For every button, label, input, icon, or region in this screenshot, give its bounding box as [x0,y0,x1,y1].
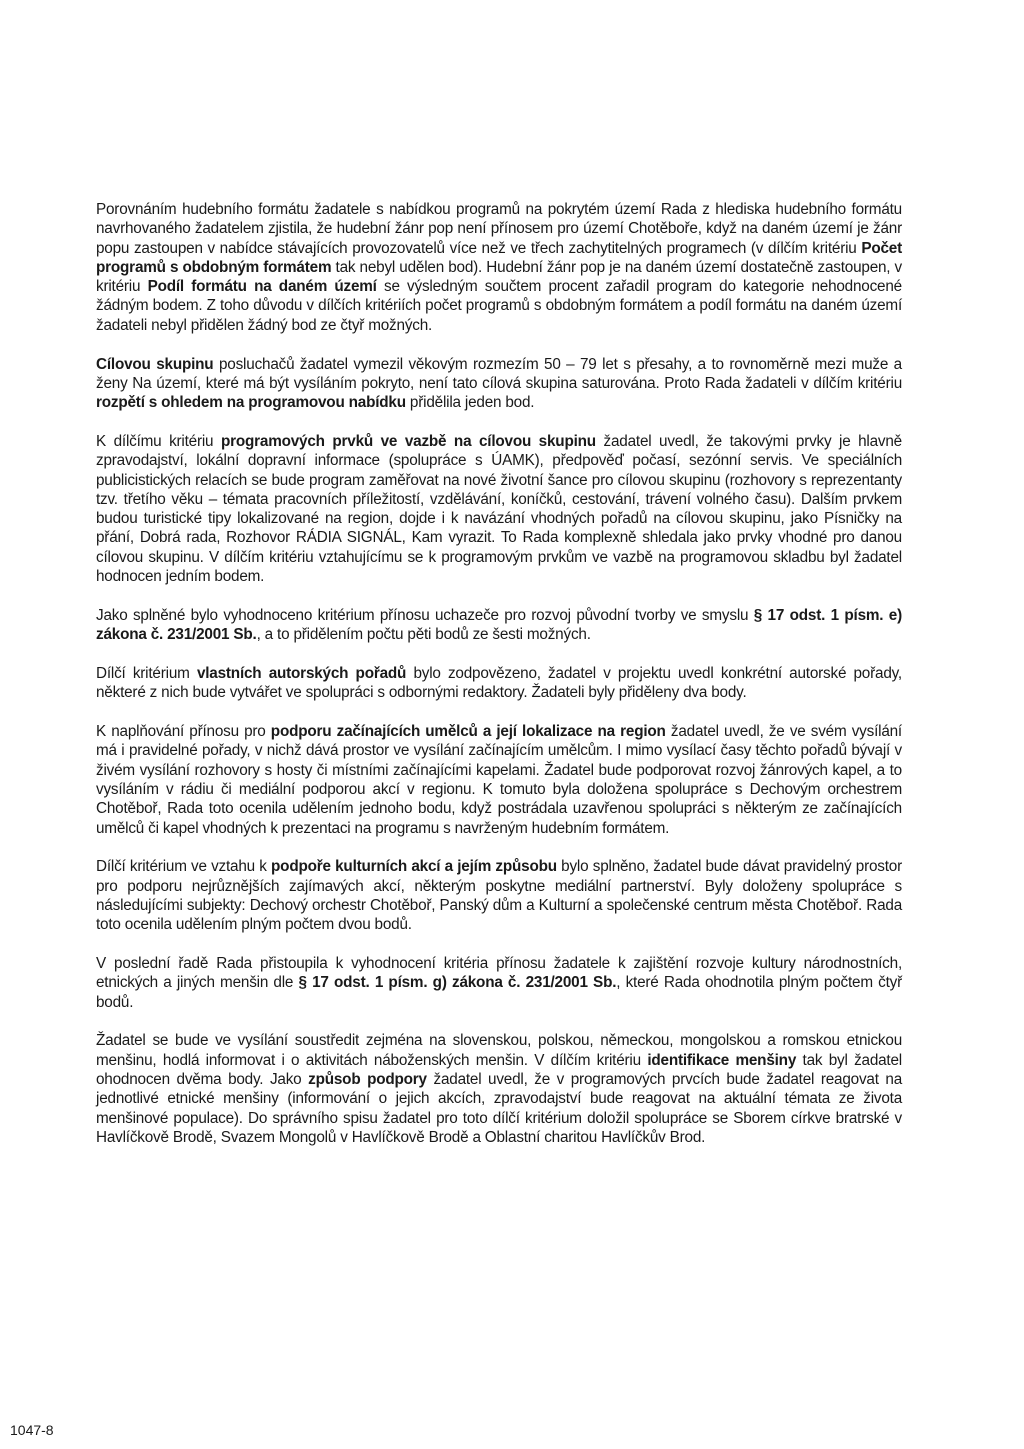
bold-text: programových prvků ve vazbě na cílovou skupinu [220,432,596,450]
bold-text: § 17 odst. 1 písm. g) zákona č. 231/2001 Sb. [298,974,617,992]
page-number: 1047-8 [10,1422,54,1438]
text-run: žadatel uvedl, že takovými prvky je hlavně zpravodajství, lokální dopravní informace (spolupráce s ÚAMK), předpověď počasí, sezónní servis. Ve speciálních publicistických relacích se bude program zaměřovat na nové životní šance pro cílovou skupinu (rozhovory s reprezentanty tzv. třetího věku – témata pracovních příležitostí, vzdělávání, koníčků, cestování, trávení volného času). Dalším prvkem budou turistické tipy lokalizované na region, dojde i k navázání vhodných pořadů na cílovou skupinu, jako Písničky na přání, Dobrá rada, Rozhovor RÁDIA SIGNÁL, Kam vyrazit. To Rada komplexně shledala jako prvky vhodné pro danou cílovou skupinu. V dílčím kritériu vztahujícímu se k programovým prvkům ve vazbě na programovou skladbu byl žadatel hodnocen jedním bodem. [96,432,902,586]
text-run: tak nebyl udělen bod). Hudební žánr pop je na daném území dostatečně zastoupen, v kritériu [96,258,902,296]
bold-text: § 17 odst. 1 písm. e) zákona č. 231/2001 Sb. [96,606,902,644]
bold-text: způsob podpory [308,1070,427,1088]
text-run: bylo splněno, žadatel bude dávat pravidelný prostor pro podporu nejrůznějších zajímavých akcí, některým poskytne mediální partnerství. Byly doloženy spolupráce s následujícími subjekty: Dechový orchestr Chotěboř, Panský dům a Kulturní a společenské centrum města Chotěboř. Rada toto ocenila udělením plným počtem dvou bodů. [96,858,902,934]
paragraph [96,200,902,335]
text-run: Dílčí kritérium ve vztahu k [96,858,272,876]
text-run: , které Rada ohodnotila plným počtem čtyř bodů. [96,974,903,1011]
paragraph [96,954,902,1012]
text-run: posluchačů žadatel vymezil věkovým rozmezím 50 – 79 let s přesahy, a to rovnoměrně mezi muže a ženy Na území, které má být vysíláním pokryto, není tato cílová skupina saturována. Proto Rada žadateli v dílčím kritériu [96,355,902,392]
bold-text: podporu začínajících umělců a její lokalizace na region [270,723,666,741]
text-run: žadatel uvedl, že v programových prvcích bude žadatel reagovat na jednotlivé etnické menšiny (informování o jejich akcích, zpravodajství bude reagovat na aktuální témata ze života menšinové populace). Do správního spisu žadatel pro toto dílčí kritérium doložil spolupráce se Sborem církve bratrské v Havlíčkově Brodě, Svazem Mongolů v Havlíčkově Brodě a Oblastní charitou Havlíčkův Brod. [96,1070,902,1146]
bold-text: identifikace menšiny [647,1051,797,1069]
document-body [96,200,902,1167]
text-run: Dílčí kritérium [96,664,197,682]
bold-text: Podíl formátu na daném území [147,278,377,296]
paragraph [96,1031,902,1147]
paragraph [96,664,902,703]
text-run: bylo zodpovězeno, žadatel v projektu uvedl konkrétní autorské pořady, některé z nich bude vytvářet ve spolupráci s odbornými redaktory. Žadateli byly přiděleny dva body. [96,664,902,702]
text-run: přidělila jeden bod. [405,394,535,412]
bold-text: vlastních autorských pořadů [196,664,407,682]
text-run: V poslední řadě Rada přistoupila k vyhodnocení kritéria přínosu žadatele k zajištění rozvoje kultury národnostních, etnických a jiných menšin dle [96,955,902,992]
paragraph [96,722,902,838]
text-run: , a to přidělením počtu pěti bodů ze šesti možných. [256,626,591,644]
paragraph [96,432,902,586]
bold-text: Počet programů s obdobným formátem [96,239,902,276]
paragraph [96,606,902,645]
text-run: K dílčímu kritériu [96,432,221,450]
text-run: Jako splněné bylo vyhodnoceno kritérium přínosu uchazeče pro rozvoj původní tvorby ve smyslu [96,606,754,624]
bold-text: Cílovou skupinu [96,355,214,373]
text-run: se výsledným součtem procent zařadil program do kategorie nehodnocené žádným bodem. Z toho důvodu v dílčích kritériích počet programů s obdobným formátem a podíl formátu na daném území žadateli nebyl přidělen žádný bod ze čtyř možných. [96,278,902,334]
text-run: K naplňování přínosu pro [96,723,271,741]
text-run: žadatel uvedl, že ve svém vysílání má i pravidelné pořady, v nichž dává prostor ve vysílání začínajícím umělcům. I mimo vysílací časy těchto pořadů bývají v živém vysílání rozhovory s hosty či místními začínajícími kapelami. Žadatel bude podporovat rozvoj žánrových kapel, a to vysíláním v rádiu či mediální podporou akcí v regionu. K tomuto byla doložena spolupráce s Dechovým orchestrem Chotěboř, Rada toto ocenila udělením jednoho bodu, když postrádala uzavřenou spolupráci s některým ze začínajících umělců či kapel vhodných k prezentaci na programu s navrženým hudebním formátem. [96,723,902,837]
bold-text: rozpětí s ohledem na programovou nabídku [96,394,406,412]
bold-text: podpoře kulturních akcí a jejím způsobu [271,858,557,876]
text-run: tak byl žadatel ohodnocen dvěma body. Jako [96,1051,902,1088]
paragraph [96,857,902,934]
paragraph [96,355,902,413]
text-run: Žadatel se bude ve vysílání soustředit zejména na slovenskou, polskou, německou, mongolskou a romskou etnickou menšinu, hodlá informovat i o aktivitách náboženských menšin. V dílčím kritériu [96,1032,902,1069]
text-run: Porovnáním hudebního formátu žadatele s nabídkou programů na pokrytém území Rada z hlediska hudebního formátu navrhovaného žadatelem zjistila, že hudební žánr pop není přínosem pro území Chotěboře, když na daném území je žánr popu zastoupen v nabídce stávajících provozovatelů více než ve třech zachytitelných programech (v dílčím kritériu [96,201,902,257]
